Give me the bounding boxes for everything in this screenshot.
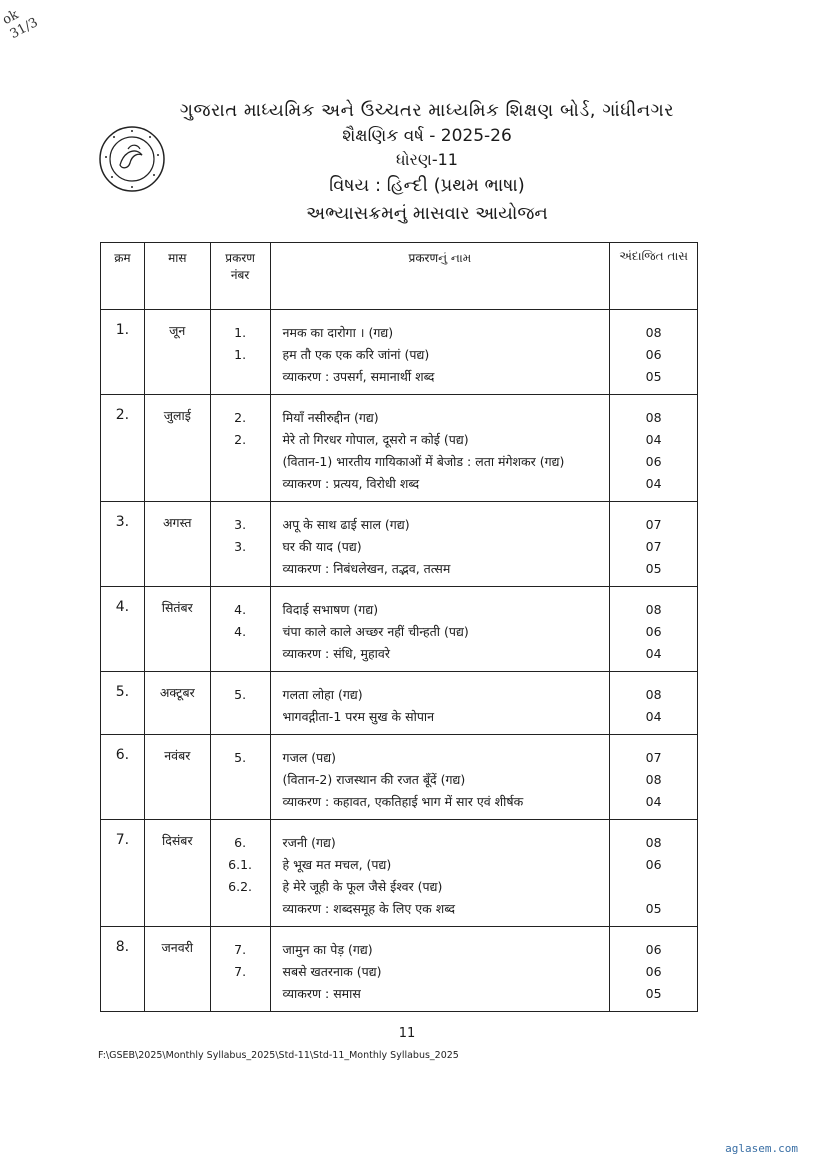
- row-chapter-number-line: 7.: [234, 942, 247, 957]
- row-periods-line: 06: [645, 964, 662, 979]
- margin-note-text: ok 31/3: [0, 7, 41, 43]
- table-row: [101, 310, 698, 395]
- row-topic-line: जामुन का पेड़ (गद्य): [282, 942, 373, 957]
- row-month: सितंबर: [144, 587, 210, 672]
- row-chapter-number: [210, 587, 270, 672]
- row-topic: [270, 820, 610, 927]
- row-periods-line: 08: [645, 410, 662, 425]
- row-topic-line: हम तौ एक एक करि जांनां (पद्य): [282, 347, 430, 362]
- row-topic-line: चंपा काले काले अच्छर नहीं चीन्हती (पद्य): [282, 624, 469, 639]
- row-periods-line: 06: [645, 454, 662, 469]
- row-topic-line: मेरे तो गिरधर गोपाल, दूसरो न कोई (पद्य): [282, 432, 469, 447]
- row-month: दिसंबर: [144, 820, 210, 927]
- row-month: नवंबर: [144, 735, 210, 820]
- table-row: [101, 587, 698, 672]
- row-topic-line: हे मेरे जूही के फूल जैसे ईश्वर (पद्य): [282, 879, 443, 894]
- row-periods: [610, 395, 698, 502]
- row-topic: [270, 395, 610, 502]
- row-periods-line: 08: [645, 687, 662, 702]
- row-chapter-number-line: 2.: [234, 410, 247, 425]
- row-topic-line: गजल (पद्य): [282, 750, 337, 765]
- row-periods-line: 04: [645, 646, 662, 661]
- row-serial: 7.: [101, 820, 145, 927]
- academic-year: શૈક્ષણિક વર્ષ - 2025-26: [342, 126, 512, 146]
- row-chapter-number: [210, 502, 270, 587]
- row-chapter-number-line: 4.: [234, 602, 247, 617]
- row-periods: [610, 310, 698, 395]
- table-row: [101, 672, 698, 735]
- row-month: जुलाई: [144, 395, 210, 502]
- row-serial: 1.: [101, 310, 145, 395]
- row-periods-line: 04: [645, 794, 662, 809]
- row-periods-line: 06: [645, 624, 662, 639]
- row-topic-line: व्याकरण : कहावत, एकतिहाई भाग में सार एवं शीर्षक: [282, 794, 524, 809]
- row-topic-line: व्याकरण : समास: [282, 986, 361, 1001]
- monthly-plan-title: અભ્યાસક્રમનું માસવાર આયોજન: [306, 203, 548, 224]
- standard: ધોરણ-11: [396, 150, 458, 169]
- row-serial: 5.: [101, 672, 145, 735]
- row-topic-line: रजनी (गद्य): [282, 835, 336, 850]
- row-chapter-number-line: [215, 366, 266, 388]
- handwritten-margin-note: [0, 1, 41, 43]
- row-topic-line: (वितान-2) राजस्थान की रजत बूँदें (गद्य): [282, 772, 466, 787]
- row-periods-line: 08: [645, 602, 662, 617]
- row-chapter-number-line: 6.2.: [228, 879, 253, 894]
- row-chapter-number: [210, 395, 270, 502]
- row-periods-line: 04: [645, 476, 662, 491]
- row-chapter-number-line: [215, 643, 266, 665]
- row-periods-line: 07: [645, 517, 662, 532]
- table-row: [101, 395, 698, 502]
- row-serial: 4.: [101, 587, 145, 672]
- row-chapter-number-line: [215, 558, 266, 580]
- page-number: 11: [398, 1026, 416, 1041]
- row-periods-line: 05: [645, 901, 662, 916]
- row-serial: 3.: [101, 502, 145, 587]
- row-periods-line: 04: [645, 432, 662, 447]
- board-name: ગુજરાત માધ્યમિક અને ઉચ્ચતર માધ્યમિક શિક્ષણ બોર્ડ, ગાંધીનગર: [179, 100, 675, 121]
- row-periods-line: 05: [645, 561, 662, 576]
- table-row: [101, 820, 698, 927]
- row-periods-line: 08: [645, 772, 662, 787]
- row-chapter-number-line: [215, 473, 266, 495]
- row-chapter-number-line: 2.: [234, 432, 247, 447]
- row-chapter-number-line: 5.: [234, 687, 247, 702]
- row-serial: 8.: [101, 927, 145, 1012]
- syllabus-table: [100, 242, 698, 1012]
- row-chapter-number-line: 5.: [234, 750, 247, 765]
- row-periods-line: 07: [645, 539, 662, 554]
- row-periods: [610, 587, 698, 672]
- row-periods-line: 05: [645, 369, 662, 384]
- row-periods-line: [614, 876, 693, 898]
- table-row: [101, 502, 698, 587]
- row-topic: [270, 927, 610, 1012]
- row-periods: [610, 927, 698, 1012]
- col-header-serial: क्रम: [101, 243, 145, 310]
- row-periods-line: 08: [645, 835, 662, 850]
- row-month: जनवरी: [144, 927, 210, 1012]
- row-topic: [270, 735, 610, 820]
- row-topic-line: सबसे खतरनाक (पद्य): [282, 964, 382, 979]
- row-chapter-number-line: [215, 706, 266, 728]
- row-topic-line: व्याकरण : प्रत्यय, विरोधी शब्द: [282, 476, 420, 491]
- row-chapter-number-line: 7.: [234, 964, 247, 979]
- row-topic-line: (वितान-1) भारतीय गायिकाओं में बेजोड : लता मंगेशकर (गद्य): [282, 454, 565, 469]
- row-topic-line: मियाँ नसीरुद्दीन (गद्य): [282, 410, 379, 425]
- row-periods-line: 07: [645, 750, 662, 765]
- row-periods-line: 08: [645, 325, 662, 340]
- row-periods-line: 06: [645, 942, 662, 957]
- table-row: [101, 735, 698, 820]
- row-chapter-number-line: 6.: [234, 835, 247, 850]
- row-topic-line: हे भूख मत मचल, (पद्य): [282, 857, 392, 872]
- row-chapter-number: [210, 310, 270, 395]
- row-serial: 6.: [101, 735, 145, 820]
- row-periods-line: 06: [645, 857, 662, 872]
- row-topic-line: व्याकरण : संधि, मुहावरे: [282, 646, 390, 661]
- row-chapter-number-line: [215, 791, 266, 813]
- file-path: F:\GSEB\2025\Monthly Syllabus_2025\Std-11\Std-11_Monthly Syllabus_2025: [98, 1050, 459, 1061]
- col-header-chapter-name: प्रकरणનું નામ: [270, 243, 610, 310]
- row-serial: 2.: [101, 395, 145, 502]
- row-topic-line: व्याकरण : निबंधलेखन, तद्भव, तत्सम: [282, 561, 451, 576]
- document-header: [150, 98, 704, 228]
- row-topic: [270, 310, 610, 395]
- row-chapter-number-line: 6.1.: [228, 857, 253, 872]
- row-chapter-number-line: 1.: [234, 347, 247, 362]
- row-chapter-number-line: 1.: [234, 325, 247, 340]
- row-periods: [610, 735, 698, 820]
- row-periods: [610, 672, 698, 735]
- table-header-row: [101, 243, 698, 310]
- row-chapter-number-line: [215, 769, 266, 791]
- row-chapter-number-line: [215, 898, 266, 920]
- row-periods-line: 05: [645, 986, 662, 1001]
- row-month: जून: [144, 310, 210, 395]
- watermark: aglasem.com: [725, 1142, 798, 1155]
- row-chapter-number-line: 4.: [234, 624, 247, 639]
- row-topic-line: घर की याद (पद्य): [282, 539, 362, 554]
- col-header-periods: અંદાજિત તાસ: [610, 243, 698, 310]
- row-topic: [270, 587, 610, 672]
- row-chapter-number: [210, 820, 270, 927]
- row-chapter-number: [210, 672, 270, 735]
- row-topic-line: व्याकरण : उपसर्ग, समानार्थी शब्द: [282, 369, 435, 384]
- row-topic-line: भागवद्गीता-1 परम सुख के सोपान: [282, 709, 435, 724]
- row-chapter-number: [210, 735, 270, 820]
- col-header-chapter-number: प्रकरण नंबर: [210, 243, 270, 310]
- row-topic-line: विदाई सभाषण (गद्य): [282, 602, 379, 617]
- row-chapter-number-line: 3.: [234, 539, 247, 554]
- row-topic: [270, 672, 610, 735]
- row-chapter-number-line: [215, 983, 266, 1005]
- table-row: [101, 927, 698, 1012]
- row-chapter-number-line: 3.: [234, 517, 247, 532]
- row-periods-line: 06: [645, 347, 662, 362]
- row-month: अक्टूबर: [144, 672, 210, 735]
- row-chapter-number: [210, 927, 270, 1012]
- row-topic: [270, 502, 610, 587]
- row-chapter-number-line: [215, 451, 266, 473]
- row-topic-line: अपू के साथ ढाई साल (गद्य): [282, 517, 410, 532]
- row-topic-line: नमक का दारोगा । (गद्य): [282, 325, 394, 340]
- row-periods-line: 04: [645, 709, 662, 724]
- row-month: अगस्त: [144, 502, 210, 587]
- subject: વિષય : હિન્દી (પ્રથમ ભાષા): [329, 175, 525, 196]
- row-periods: [610, 820, 698, 927]
- col-header-month: मास: [144, 243, 210, 310]
- row-topic-line: गलता लोहा (गद्य): [282, 687, 363, 702]
- row-periods: [610, 502, 698, 587]
- row-topic-line: व्याकरण : शब्दसमूह के लिए एक शब्द: [282, 901, 455, 916]
